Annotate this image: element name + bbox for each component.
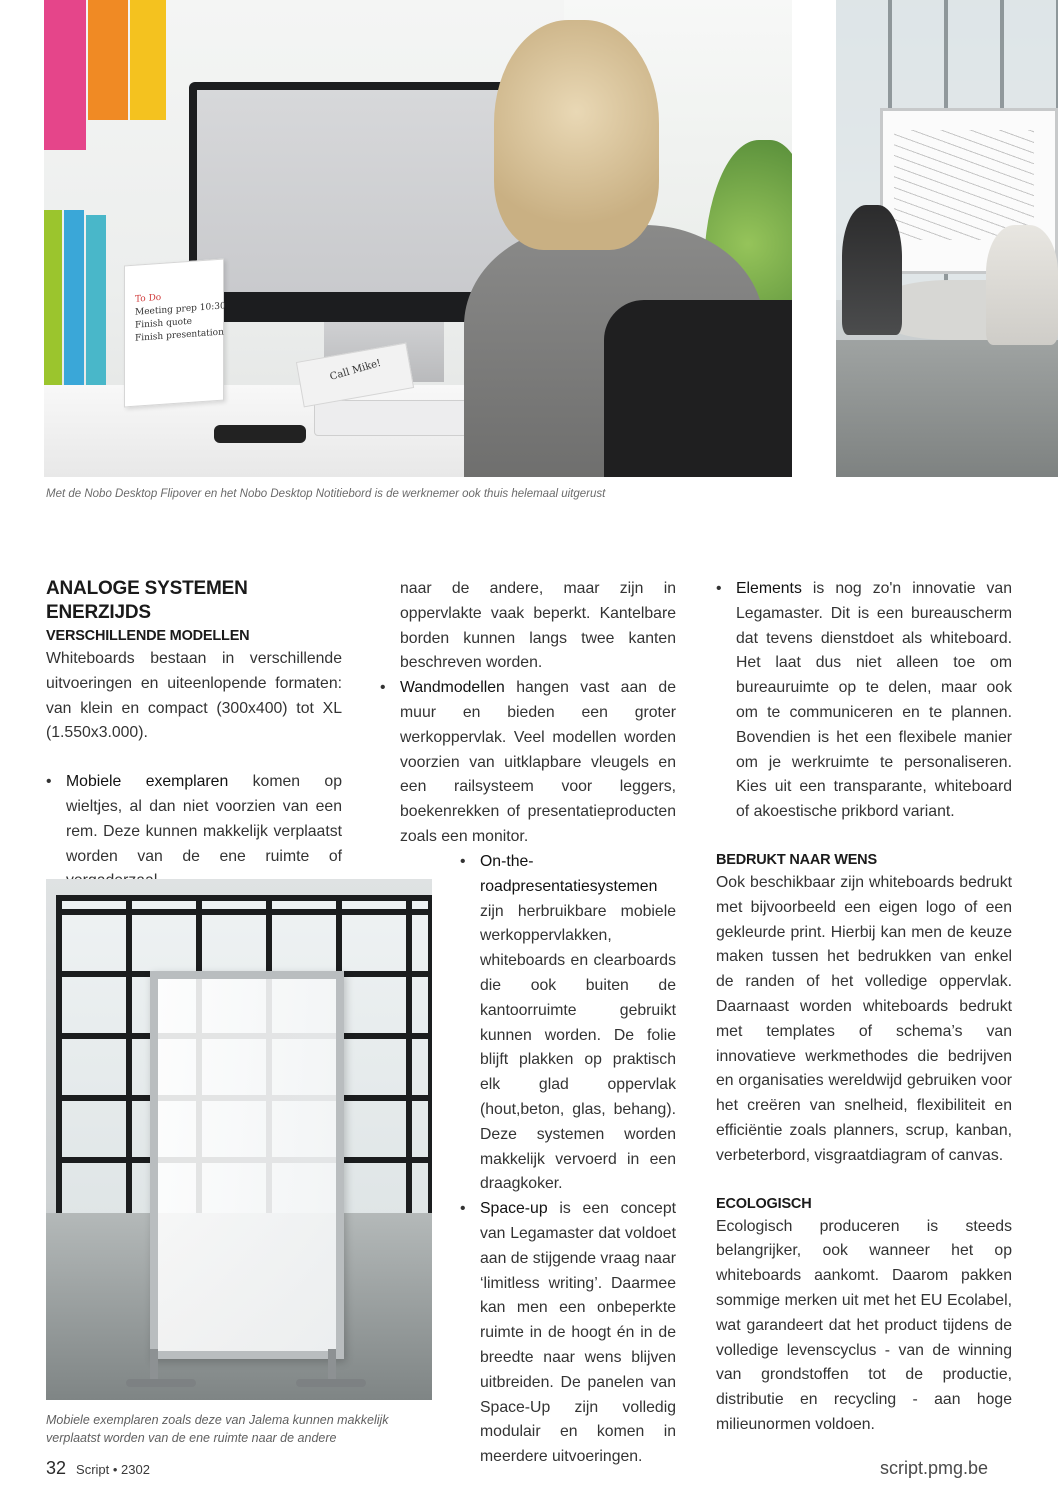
binder-green <box>44 210 62 400</box>
meeting-floor <box>836 340 1058 477</box>
bullet-space-up <box>460 1197 676 1470</box>
meeting-person-right <box>986 225 1058 345</box>
bullet-on-the-road-term: On-the-roadpresentatiesystemen <box>480 853 658 895</box>
bullet-dot: • <box>380 679 386 697</box>
binder-blue <box>64 210 84 400</box>
printed-paragraph: Ook beschikbaar zijn whiteboards bedrukt met bijvoorbeeld een eigen logo of een gekleurde print. Hierbij kan men de keuze maken tussen het bedrukken van enkel de randen of het volledige oppervlak. Daarnaast worden whiteboards bedrukt met templates of schema’s van innovatieve werkmethodes die bedrijven en organisaties wereldwijd gebruiken voor het creëren van snelheid, flexibiliteit en efficiëntie zoals planners, scrup, kanban, verbeterbord, visgraatdiagram of canvas. <box>716 873 1012 1164</box>
flipover-text <box>135 287 226 345</box>
footer-url[interactable]: script.pmg.be <box>879 1458 988 1478</box>
text-column-2-sublist <box>460 850 676 1470</box>
section-heading-models: VERSCHILLENDE MODELLEN <box>46 628 250 644</box>
binder-teal <box>86 215 106 400</box>
bookshelf <box>44 0 134 400</box>
page-number: 32 <box>46 1458 67 1478</box>
bullet-mobile-term: Mobiele exemplaren <box>66 773 229 791</box>
whiteboard-foot-left <box>126 1379 196 1387</box>
binder-pink <box>44 0 86 150</box>
desktop-flipover <box>124 259 224 408</box>
photo-caption-top: Met de Nobo Desktop Flipover en het Nobo Desktop Notitiebord is de werknemer ook thuis helemaal uitgerust <box>46 488 606 500</box>
office-chair <box>604 300 792 477</box>
text-column-1 <box>46 577 342 894</box>
meeting-person-left <box>842 205 902 335</box>
bullet-dot: • <box>716 580 722 597</box>
person-head <box>494 20 659 250</box>
meeting-room-photo <box>836 0 1058 477</box>
flipover-line-2: Finish quote <box>135 316 192 331</box>
bullet-elements-term: Elements <box>736 580 802 597</box>
keyboard <box>314 400 486 436</box>
issue-label: Script • 2302 <box>76 1462 150 1477</box>
bullet-elements <box>716 577 1012 825</box>
section-heading-ecological: ECOLOGISCH <box>716 1195 812 1212</box>
mobile-whiteboard <box>150 971 344 1359</box>
bullet-dot: • <box>460 1200 466 1218</box>
bullet-wall-text: hangen vast aan de muur en bieden een groter werkoppervlak. Veel modellen worden voorzien van uitklapbare vleugels en een railsysteem voor leggers, boekenrekken of presentatieproducten zoals een monitor. <box>400 679 676 845</box>
bullet-mobile-continuation: naar de andere, maar zijn in oppervlakte vaak beperkt. Kantelbare borden kunnen langs twee kanten beschreven worden. <box>400 580 676 672</box>
whiteboard-foot-right <box>296 1379 366 1387</box>
text-column-2 <box>380 577 676 850</box>
mobile-whiteboard-photo <box>46 879 432 1400</box>
bullet-elements-text: is nog zo'n innovatie van Legamaster. Dit is een bureauscherm dat tevens dienstdoet als whiteboard. Het laat dus niet alleen toe om bureauruimte op te delen, maar ook om te communiceren en te plannen. Bovendien is het een flexibele manier om je werkruimte te personaliseren. Kies uit een transparante, whiteboard of akoestische prikbord variant. <box>736 580 1012 821</box>
flipover-line-todo: To Do <box>135 292 162 305</box>
flipover-line-3: Finish presentation <box>135 327 224 344</box>
section-heading-printed: BEDRUKT NAAR WENS <box>716 851 877 868</box>
bullet-wall-term: Wandmodellen <box>400 679 505 697</box>
bullet-space-up-text: is een concept van Legamaster dat voldoet aan de stijgende vraag naar ‘limitless writing’. Daarmee kan men een onbeperkte ruimte in de hoogt én in de breedte naar wens blijven uitbreiden. De panelen van Space-Up zijn volledig modulair en komen in meerdere uitvoeringen. <box>480 1200 676 1466</box>
noteboard-text: Call Mike! <box>328 357 383 383</box>
smartphone <box>214 425 306 443</box>
bullet-wall <box>380 676 676 850</box>
bullet-on-the-road-text: zijn herbruikbare mobiele werkoppervlakken, whiteboards en clearboards die ook buiten de kantoorruimte gebruikt kunnen worden. De folie blijft plakken op praktisch elk glad oppervlak (hout,beton, glas, behang). Deze systemen worden makkelijk vervoerd in een draagkoker. <box>480 902 676 1193</box>
office-desk-photo <box>44 0 792 477</box>
text-column-3 <box>716 577 1012 1438</box>
bullet-mobile-text: komen op wieltjes, al dan niet voorzien van een rem. Deze kunnen makkelijk verplaatst worden van de ene ruimte of <box>66 773 343 865</box>
whiteboard-drawings <box>894 130 1034 240</box>
bullet-on-the-road <box>460 850 676 1197</box>
bullet-space-up-term: Space-up <box>480 1200 548 1218</box>
flipover-line-1: Meeting prep 10:30 <box>135 301 226 318</box>
bullet-mobile <box>46 770 342 894</box>
ecological-paragraph: Ecologisch produceren is steeds belangrijker, ook wanneer het op whiteboards aankomt. Daarom pakken sommige merken uit met het EU Ecolabel, wat garandeert dat het product tijdens de volledige levenscyclus - van de winning van grondstoffen tot de productie, distributie en recycling - aan hoge milieunormen voldoen. <box>716 1217 1012 1433</box>
bullet-dot: • <box>460 853 466 870</box>
photo-caption-whiteboard: Mobiele exemplaren zoals deze van Jalema kunnen makkelijk verplaatst worden van de ene ruimte naar de andere <box>46 1413 389 1445</box>
footer-left <box>46 1458 150 1479</box>
binder-orange <box>88 0 128 120</box>
bullet-dot: • <box>46 773 52 791</box>
binder-yellow <box>130 0 166 120</box>
article-heading: ANALOGE SYSTEMEN ENERZIJDS <box>46 578 248 623</box>
intro-paragraph: Whiteboards bestaan in verschillende uitvoeringen en uiteenlopende formaten: van klein en compact (300x400) tot XL (1.550x3.000). <box>46 650 342 742</box>
